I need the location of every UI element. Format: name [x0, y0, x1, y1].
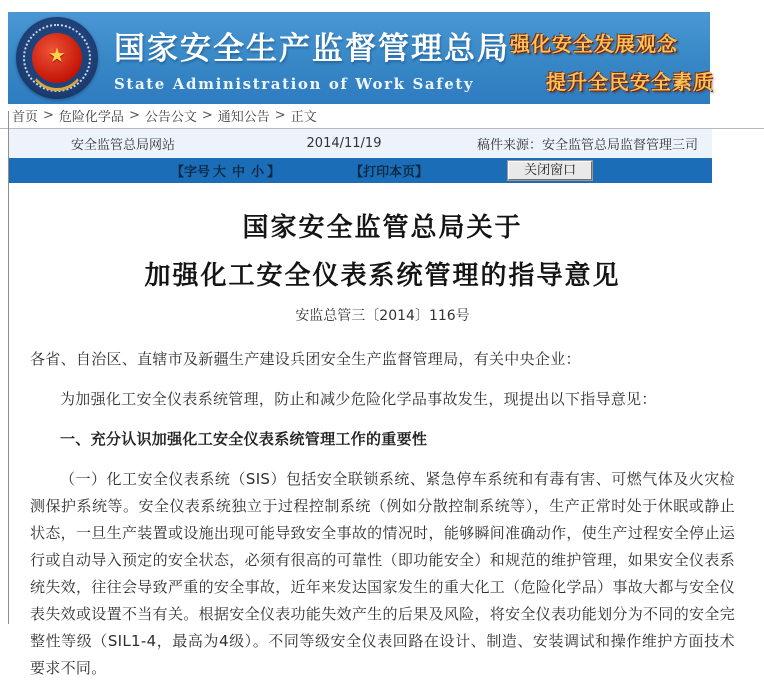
print-page-link[interactable]: 【打印本页】 — [350, 165, 429, 180]
section-1-paragraph-1: （一）化工安全仪表系统（SIS）包括安全联锁系统、紧急停车系统和有毒有害、可燃气体及火灾检测保护系统等。安全仪表系统独立于过程控制系统（例如分散控制系统等），生产正常时处于休眠或静止状态，一旦生产装置或设施出现可能导致安全事故的情况时，能够瞬间准确动作，使生产过程安全停止运行或自动导入预定的安全状态，必须有很高的可靠性（即功能安全）和规范的维护管理，如果安全仪表系统失效，往往会导致严重的安全事故，近年来发达国家发生的重大化工（危险化学品）事故大都与安全仪表失效或设置不当有关。根据安全仪表功能失效产生的后果及风险，将安全仪表功能划分为不同的安全完整性等级（SIL1-4，最高为4级）。不同等级安全仪表回路在设计、制造、安装调试和操作维护方面技术要求不同。 — [30, 470, 735, 677]
manuscript-source: 稿件来源：安全监管总局监督管理三司 — [476, 138, 698, 153]
article-toolbar — [8, 158, 712, 183]
font-size-medium-link[interactable]: 中 — [232, 165, 246, 180]
breadcrumb-item-notices[interactable]: 公告公文 — [144, 110, 197, 125]
agency-titles — [114, 23, 510, 93]
font-size-label-close: 】 — [267, 165, 281, 180]
publish-date: 2014/11/19 — [306, 136, 382, 151]
slogan-line-2: 提升全民安全素质 — [546, 69, 714, 94]
agency-name-cn: 国家安全生产监督管理总局 — [114, 31, 510, 67]
document-number: 安监总管三〔2014〕116号 — [295, 308, 470, 324]
page — [0, 12, 764, 677]
breadcrumb-separator: > — [274, 108, 286, 123]
breadcrumb-separator: > — [43, 108, 54, 123]
site-header — [8, 12, 714, 104]
font-size-small-link[interactable]: 小 — [251, 165, 265, 180]
emblem-core — [32, 33, 82, 83]
agency-name-en: State Administration of Work Safety — [114, 75, 475, 93]
breadcrumb-separator: > — [128, 108, 140, 123]
salutation-paragraph: 各省、自治区、直辖市及新疆生产建设兵团安全生产监督管理局，有关中央企业： — [30, 350, 581, 368]
breadcrumb-item-announcements[interactable]: 通知公告 — [217, 110, 270, 125]
font-size-control — [171, 161, 280, 180]
emblem-star-icon: ★ — [48, 43, 66, 67]
breadcrumb-item-home[interactable]: 首页 — [12, 110, 39, 125]
font-size-label-open: 【字号 — [171, 165, 211, 180]
breadcrumb-separator: > — [201, 108, 213, 123]
breadcrumb-item-hazchem[interactable]: 危险化学品 — [58, 110, 124, 125]
article-body — [0, 207, 764, 682]
article-title-line-2: 加强化工安全仪表系统管理的指导意见 — [144, 261, 621, 291]
section-1-heading: 一、充分认识加强化工安全仪表系统管理工作的重要性 — [60, 430, 428, 448]
header-slogans — [510, 22, 714, 95]
breadcrumb — [12, 107, 764, 124]
national-emblem-icon — [16, 17, 98, 99]
page-left-border — [8, 111, 9, 624]
article-meta-bar — [8, 129, 712, 158]
intro-paragraph: 为加强化工安全仪表系统管理，防止和减少危险化学品事故发生，现提出以下指导意见： — [60, 390, 657, 408]
font-size-large-link[interactable]: 大 — [213, 165, 227, 180]
article-title-line-1: 国家安全监管总局关于 — [242, 213, 523, 243]
close-window-button[interactable]: 关闭窗口 — [508, 161, 592, 180]
source-site-label: 安全监管总局网站 — [70, 138, 175, 153]
breadcrumb-item-current: 正文 — [290, 110, 317, 125]
slogan-line-1: 强化安全发展观念 — [510, 31, 678, 56]
